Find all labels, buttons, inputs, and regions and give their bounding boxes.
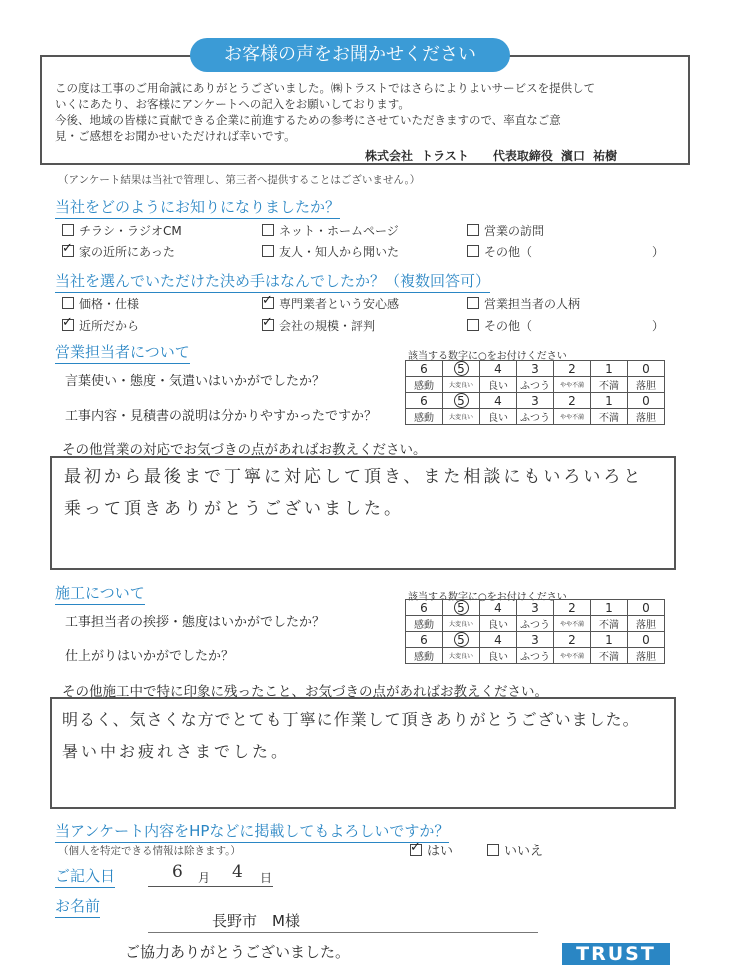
rating-label-0: 感動 <box>406 616 443 632</box>
rating-label-2: 良い <box>480 377 517 393</box>
construction-heading: 施工について <box>55 582 145 605</box>
q1-option-sales-visit[interactable]: 営業の訪問 <box>467 222 544 239</box>
intro-line-4: 見・ご感想をお聞かせいただければ幸いです。 <box>55 129 296 143</box>
rating-label-1: 大変良い <box>443 616 480 632</box>
checkbox-checked-icon[interactable] <box>262 297 274 309</box>
rating-label-row <box>406 616 665 632</box>
entry-date-label: ご記入日 <box>55 865 115 888</box>
construction-question-1: 工事担当者の挨拶・態度はいかがでしたか？ <box>65 615 326 630</box>
entry-date-field[interactable] <box>148 866 273 887</box>
rating-label-6: 落胆 <box>628 409 665 425</box>
rating-label-row <box>406 409 665 425</box>
q2-heading: 当社を選んでいただけた決め手はなんでしたか？（複数回答可） <box>55 270 490 293</box>
rating-caption: 該当する数字に○をお付けください <box>408 351 567 362</box>
rating-label-0: 感動 <box>406 648 443 664</box>
rating-label-0: 感動 <box>406 377 443 393</box>
q1-option-nearby[interactable]: ✓家の近所にあった <box>62 243 175 260</box>
sales-question-1: 言葉使い・態度・気遣いはいかがでしたか？ <box>65 374 326 389</box>
entry-date-day-unit: 日 <box>260 871 273 885</box>
rating-label-2: 良い <box>480 409 517 425</box>
rating-cell-2[interactable]: 2 <box>554 361 591 377</box>
selected-circle-icon: 5 <box>454 361 469 376</box>
rating-number-row <box>406 393 665 409</box>
q1-option-web[interactable]: ネット・ホームページ <box>262 222 399 239</box>
rating-cell-3[interactable]: 3 <box>517 393 554 409</box>
rating-cell-0[interactable]: 0 <box>628 600 665 616</box>
sales-comment-prompt: その他営業の対応でお気づきの点があればお教えください。 <box>62 442 427 458</box>
rating-label-4: やや不満 <box>554 409 591 425</box>
q2-option-nearby[interactable]: ✓近所だから <box>62 317 139 334</box>
intro-line-2: いくにあたり、お客様にアンケートへの記入をお願いしております。 <box>55 97 410 111</box>
rating-cell-1[interactable]: 1 <box>591 393 628 409</box>
rating-label-row <box>406 648 665 664</box>
checkbox-icon[interactable] <box>262 245 274 257</box>
q2-option-reputation[interactable]: ✓ 会社の規模・評判 <box>262 317 375 334</box>
entry-date-month: 6 <box>172 862 186 882</box>
rating-label-5: 不満 <box>591 616 628 632</box>
selected-circle-icon: 5 <box>454 600 469 615</box>
customer-name-field[interactable] <box>148 932 538 933</box>
rating-cell-2[interactable]: 2 <box>554 600 591 616</box>
publish-no-option[interactable]: いいえ <box>487 840 543 859</box>
construction-question-2: 仕上がりはいかがでしたか？ <box>65 649 235 664</box>
checkbox-checked-icon[interactable] <box>62 319 74 331</box>
checkbox-icon[interactable] <box>467 319 479 331</box>
rating-table <box>405 599 665 664</box>
survey-title: お客様の声をお聞かせください <box>190 38 510 72</box>
rating-cell-3[interactable]: 3 <box>517 600 554 616</box>
checkbox-icon[interactable] <box>262 224 274 236</box>
rating-cell-0[interactable]: 0 <box>628 393 665 409</box>
rating-cell-0[interactable]: 0 <box>628 361 665 377</box>
rating-label-2: 良い <box>480 616 517 632</box>
rating-cell-3[interactable]: 3 <box>517 632 554 648</box>
rating-label-5: 不満 <box>591 648 628 664</box>
q2-option-specialist[interactable]: ✓ 専門業者という安心感 <box>262 295 399 312</box>
rating-label-4: やや不満 <box>554 377 591 393</box>
rating-cell-4[interactable]: 4 <box>480 600 517 616</box>
rating-number-row <box>406 361 665 377</box>
intro-line-3: 今後、地域の皆様に貢献できる企業に前進するための参考にさせていただきますので、率直なご意 <box>55 113 561 127</box>
customer-name-value: 長野市 M様 <box>212 912 300 930</box>
rating-label-1: 大変良い <box>443 648 480 664</box>
q1-option-friend[interactable]: 友人・知人から聞いた <box>262 243 399 260</box>
rating-cell-2[interactable]: 2 <box>554 393 591 409</box>
rating-caption: 該当する数字に○をお付けください <box>408 592 567 603</box>
sales-comment-line-2: 乗って頂きありがとうございました。 <box>64 499 404 519</box>
rating-label-5: 不満 <box>591 409 628 425</box>
q2-option-other[interactable]: その他（ ） <box>467 317 664 334</box>
construction-rating-grid <box>405 599 665 664</box>
checkbox-icon[interactable] <box>487 844 499 856</box>
sales-question-2: 工事内容・見積書の説明は分かりやすかったですか？ <box>65 409 378 424</box>
sales-comment-line-1: 最初から最後まで丁寧に対応して頂き、また相談にもいろいろと <box>64 467 644 487</box>
checkbox-icon[interactable] <box>62 224 74 236</box>
rating-cell-1[interactable]: 1 <box>591 600 628 616</box>
q1-option-other[interactable]: その他（ ） <box>467 243 664 260</box>
checkbox-icon[interactable] <box>467 224 479 236</box>
rating-cell-3[interactable]: 3 <box>517 361 554 377</box>
rating-label-0: 感動 <box>406 409 443 425</box>
rating-label-row <box>406 377 665 393</box>
rating-cell-5[interactable] <box>443 632 480 648</box>
rating-cell-4[interactable]: 4 <box>480 632 517 648</box>
selected-circle-icon: 5 <box>454 393 469 408</box>
publish-yes-option[interactable]: ✓ はい <box>410 840 453 859</box>
intro-line-1: この度は工事のご用命誠にありがとうございました。㈱トラストではさらによりよいサービスを提供して <box>55 81 596 95</box>
rating-label-4: やや不満 <box>554 616 591 632</box>
rating-cell-0[interactable]: 0 <box>628 632 665 648</box>
rating-cell-1[interactable]: 1 <box>591 361 628 377</box>
rating-label-5: 不満 <box>591 377 628 393</box>
construction-comment-prompt: その他施工中で特に印象に残ったこと、お気づきの点があればお教えください。 <box>62 684 548 700</box>
rating-cell-2[interactable]: 2 <box>554 632 591 648</box>
rating-label-3: ふつう <box>517 409 554 425</box>
rating-label-1: 大変良い <box>443 377 480 393</box>
rating-label-6: 落胆 <box>628 377 665 393</box>
rating-cell-6[interactable]: 6 <box>406 393 443 409</box>
company-signature: 株式会社 トラスト 代表取締役 濱口 祐樹 <box>365 149 618 163</box>
rating-cell-5[interactable] <box>443 361 480 377</box>
rating-cell-6[interactable]: 6 <box>406 600 443 616</box>
rating-label-3: ふつう <box>517 377 554 393</box>
rating-number-row <box>406 600 665 616</box>
sales-comment-box[interactable] <box>50 456 676 570</box>
sales-heading: 営業担当者について <box>55 341 190 364</box>
rating-label-6: 落胆 <box>628 648 665 664</box>
selected-circle-icon: 5 <box>454 632 469 647</box>
privacy-note: （アンケート結果は当社で管理し、第三者へ提供することはございません。） <box>58 174 421 186</box>
rating-cell-5[interactable] <box>443 600 480 616</box>
closing-message: ご協力ありがとうございました。 <box>125 943 351 961</box>
entry-date-day: 4 <box>232 862 246 882</box>
construction-comment-line-2: 暑い中お疲れさまでした。 <box>62 742 291 761</box>
q2-option-personality[interactable]: 営業担当者の人柄 <box>467 295 580 312</box>
checkbox-checked-icon[interactable] <box>410 844 422 856</box>
checkbox-icon[interactable] <box>467 297 479 309</box>
publish-question: 当アンケート内容をHPなどに掲載してもよろしいですか？ <box>55 820 449 843</box>
checkbox-checked-icon[interactable] <box>62 245 74 257</box>
checkbox-icon[interactable] <box>467 245 479 257</box>
sales-rating-grid <box>405 360 665 425</box>
rating-table <box>405 360 665 425</box>
rating-label-1: 大変良い <box>443 409 480 425</box>
q1-option-flyer[interactable]: チラシ・ラジオCM <box>62 222 182 239</box>
rating-cell-6[interactable]: 6 <box>406 632 443 648</box>
construction-comment-box[interactable] <box>50 697 676 809</box>
entry-date-month-unit: 月 <box>198 871 211 885</box>
customer-name-label: お名前 <box>55 895 100 918</box>
rating-label-3: ふつう <box>517 648 554 664</box>
rating-label-4: やや不満 <box>554 648 591 664</box>
rating-cell-4[interactable]: 4 <box>480 393 517 409</box>
trust-logo: TRUST <box>562 943 670 965</box>
publish-note: （個人を特定できる情報は除きます。） <box>58 845 241 857</box>
rating-cell-5[interactable] <box>443 393 480 409</box>
rating-number-row <box>406 632 665 648</box>
construction-comment-line-1: 明るく、気さくな方でとても丁寧に作業して頂きありがとうございました。 <box>62 710 640 729</box>
rating-label-2: 良い <box>480 648 517 664</box>
checkbox-checked-icon[interactable] <box>262 319 274 331</box>
rating-cell-6[interactable]: 6 <box>406 361 443 377</box>
q2-option-price[interactable]: 価格・仕様 <box>62 295 139 312</box>
rating-cell-4[interactable]: 4 <box>480 361 517 377</box>
checkbox-icon[interactable] <box>62 297 74 309</box>
rating-label-6: 落胆 <box>628 616 665 632</box>
rating-cell-1[interactable]: 1 <box>591 632 628 648</box>
q1-heading: 当社をどのようにお知りになりましたか？ <box>55 196 340 219</box>
rating-label-3: ふつう <box>517 616 554 632</box>
